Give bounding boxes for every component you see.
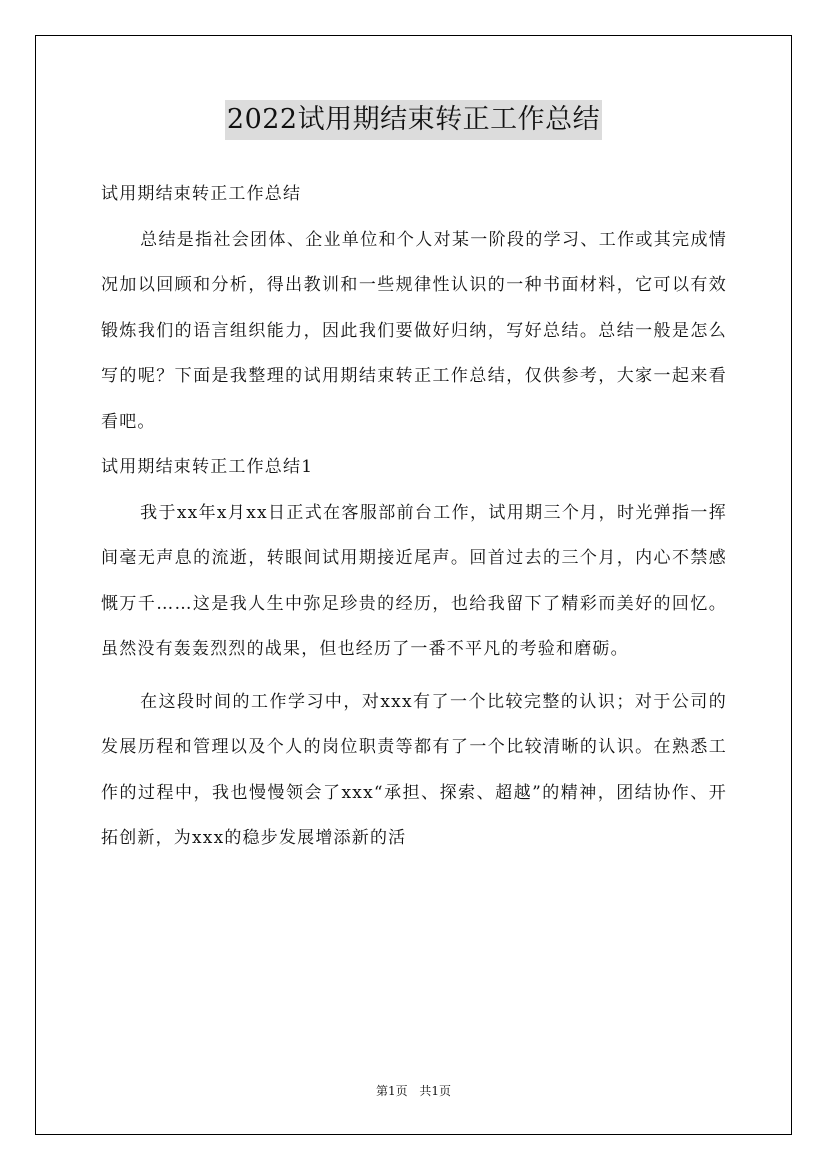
page-footer — [0, 1083, 827, 1099]
section-heading: 试用期结束转正工作总结1 — [101, 457, 314, 477]
document-body — [101, 172, 727, 862]
title-container — [0, 100, 827, 140]
body-paragraph: 总结是指社会团体、企业单位和个人对某一阶段的学习、工作或其完成情况加以回顾和分析，得出教训和一些规律性认识的一种书面材料，它可以有效锻炼我们的语言组织能力，因此我们要做好归纳，写好总结。总结一般是怎么写的呢？下面是我整理的试用期结束转正工作总结，仅供参考，大家一起来看看吧。 — [101, 229, 727, 432]
document-title: 2022试用期结束转正工作总结 — [225, 100, 602, 140]
body-paragraph: 我于xx年x月xx日正式在客服部前台工作，试用期三个月，时光弹指一挥间毫无声息的流逝，转眼间试用期接近尾声。回首过去的三个月，内心不禁感慨万千……这是我人生中弥足珍贵的经历，也给我留下了精彩而美好的回忆。虽然没有轰轰烈烈的战果，但也经历了一番不平凡的考验和磨砺。 — [101, 502, 727, 659]
page-number: 第1页 — [375, 1084, 408, 1098]
page-count: 共1页 — [419, 1084, 452, 1098]
section-heading: 试用期结束转正工作总结 — [101, 184, 302, 204]
body-paragraph: 在这段时间的工作学习中，对xxx有了一个比较完整的认识；对于公司的发展历程和管理以及个人的岗位职责等都有了一个比较清晰的认识。在熟悉工作的过程中，我也慢慢领会了xxx“承担、探索、超越”的精神，团结协作、开拓创新，为xxx的稳步发展增添新的活 — [101, 691, 727, 848]
